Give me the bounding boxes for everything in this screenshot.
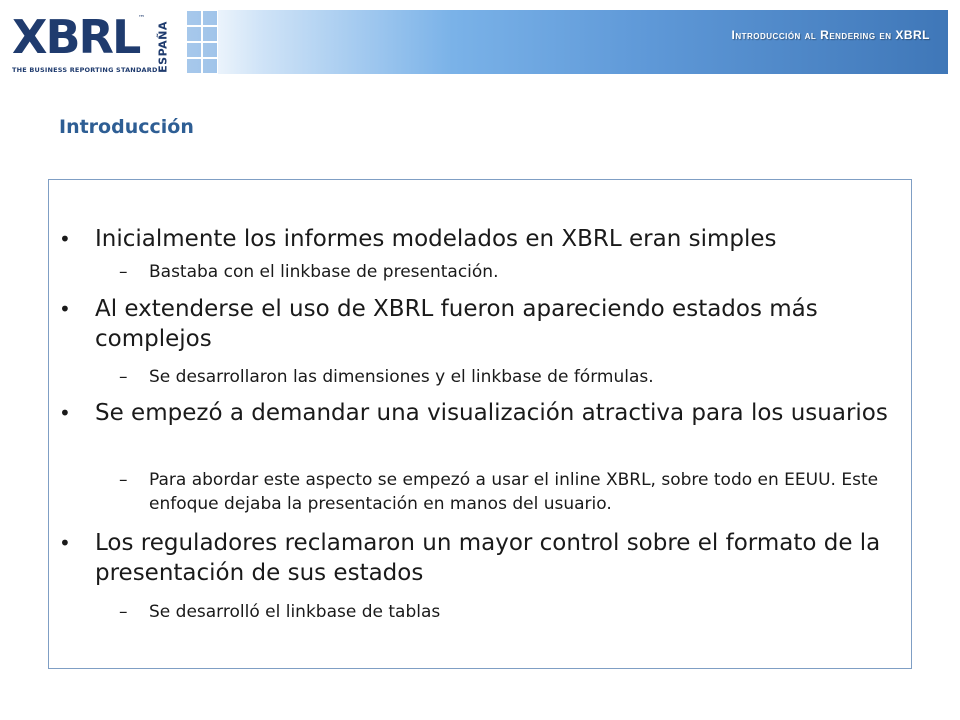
dash-marker: – bbox=[119, 367, 128, 387]
sub-bullet-text: Se desarrolló el linkbase de tablas bbox=[149, 602, 441, 622]
logo-tagline: THE BUSINESS REPORTING STANDARD bbox=[12, 66, 158, 74]
banner-grid-decoration bbox=[186, 10, 222, 74]
bullet-marker: • bbox=[59, 401, 71, 425]
logo-trademark: ™ bbox=[138, 14, 145, 22]
dash-marker: – bbox=[119, 470, 128, 490]
bullet-text: Los reguladores reclamaron un mayor control sobre el formato de la presentación de sus estados bbox=[95, 530, 881, 586]
bullet-marker: • bbox=[59, 297, 71, 321]
sub-bullet-text: Bastaba con el linkbase de presentación. bbox=[149, 262, 499, 282]
logo-country-label: ESPAÑA bbox=[156, 21, 170, 73]
section-title: Introducción bbox=[59, 116, 194, 138]
bullet-marker: • bbox=[59, 531, 71, 555]
content-box bbox=[48, 179, 912, 669]
bullet-marker: • bbox=[59, 227, 71, 251]
header-banner bbox=[186, 10, 948, 74]
sub-bullet-text: Se desarrollaron las dimensiones y el linkbase de fórmulas. bbox=[149, 367, 654, 387]
header-title: Introducción al Rendering en XBRL bbox=[731, 28, 930, 42]
sub-bullet-text: Para abordar este aspecto se empezó a usar el inline XBRL, sobre todo en EEUU. Este enfoque dejaba la presentación en manos del usuario. bbox=[149, 470, 879, 514]
bullet-text: Al extenderse el uso de XBRL fueron apareciendo estados más complejos bbox=[95, 296, 818, 352]
bullet-text: Se empezó a demandar una visualización atractiva para los usuarios bbox=[95, 400, 888, 426]
dash-marker: – bbox=[119, 262, 128, 282]
xbrl-espana-logo bbox=[12, 10, 170, 76]
dash-marker: – bbox=[119, 602, 128, 622]
bullet-text: Inicialmente los informes modelados en XBRL eran simples bbox=[95, 226, 777, 252]
logo-country bbox=[156, 16, 170, 78]
logo-wordmark: XBRL bbox=[12, 10, 140, 64]
